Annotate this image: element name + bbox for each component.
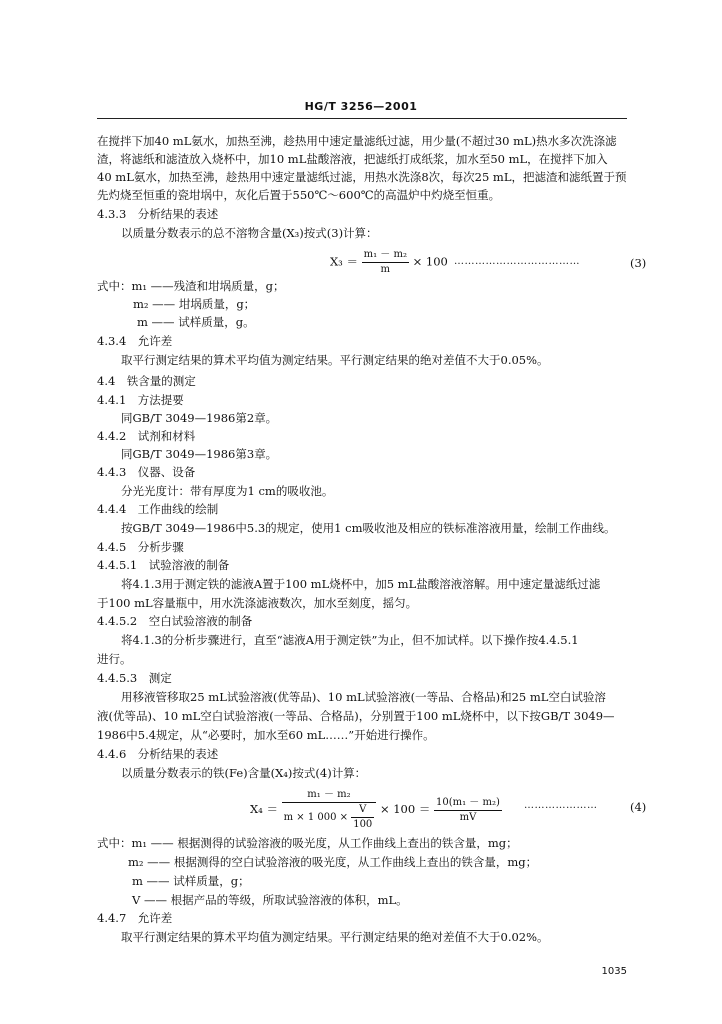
fraction-denominator [282,803,377,832]
leader-dots: ……………………………… [454,256,580,267]
page-header: HG/T 3256—2001 [304,100,418,113]
body-text-line: 40 mL氨水，加热至沸，趁热用中速定量滤纸过滤，用热水洗涤8次，每次25 mL，把滤渣和滤纸置于预 [97,170,627,184]
section-heading: 4.4.5 分析步骤 [97,540,184,554]
formula-3 [330,248,448,277]
page-number: 1035 [601,966,627,977]
formula-lhs: X₃ ＝ [330,254,358,269]
inner-fraction [351,803,374,832]
section-heading: 4.4.1 方法提要 [97,393,184,407]
section-heading: 4.3.4 允许差 [97,334,173,348]
body-text-line: 1986中5.4规定，从“必要时，加水至60 mL……”开始进行操作。 [97,728,435,742]
body-text-line: 将4.1.3的分析步骤进行，直至“滤液A用于测定铁”为止，但不加试样。以下操作按4.4.5.1 [121,633,579,647]
body-text-line: 同GB/T 3049—1986第2章。 [121,411,278,425]
where-line: 式中：m₁ —— 根据测得的试验溶液的吸光度，从工作曲线上查出的铁含量，mg； [97,836,518,850]
section-heading: 4.4.5.1 试验溶液的制备 [97,558,230,572]
section-heading: 4.4 铁含量的测定 [97,374,196,388]
inner-numerator: V [351,803,374,818]
body-text-line: 用移液管移取25 mL试验溶液(优等品)、10 mL试验溶液(一等品、合格品)和25 mL空白试验溶 [121,690,606,704]
formula-fraction [362,248,409,277]
where-line: m —— 试样质量，g； [132,874,250,888]
leader-dots: ………………… [524,800,598,811]
section-heading: 4.4.4 工作曲线的绘制 [97,502,219,516]
body-text-line: 取平行测定结果的算术平均值为测定结果。平行测定结果的绝对差值不大于0.02%。 [121,930,549,944]
section-heading: 4.4.3 仪器、设备 [97,465,196,479]
where-line: m —— 试样质量，g。 [137,315,255,329]
body-text-line: 将4.1.3用于测定铁的滤液A置于100 mL烧杯中，加5 mL盐酸溶液溶解。用中速定量滤纸过滤 [121,577,601,591]
formula-fraction [434,796,502,825]
section-heading: 4.4.2 试剂和材料 [97,429,196,443]
formula-4 [250,788,502,832]
body-text-line: 按GB/T 3049—1986中5.3的规定，使用1 cm吸收池及相应的铁标准溶液用量，绘制工作曲线。 [121,521,616,535]
fraction-denominator: mV [459,811,477,823]
body-text-line: 以质量分数表示的总不溶物含量(X₃)按式(3)计算： [121,226,378,240]
formula-rhs: × 100 [412,254,448,269]
fraction-denominator: m [380,264,391,275]
inner-denominator: 100 [353,819,373,830]
fraction-numerator: 10(m₁ － m₂) [434,796,502,811]
where-line: 式中：m₁ ——残渣和坩埚质量，g； [97,279,285,293]
section-heading: 4.4.5.2 空白试验溶液的制备 [97,614,253,628]
body-text-line: 于100 mL容量瓶中，用水洗涤滤液数次，加水至刻度，摇匀。 [97,596,418,610]
formula-number: (4) [630,800,647,814]
where-line: m₂ —— 坩埚质量，g； [133,297,256,311]
body-text-line: 在搅拌下加40 mL氨水，加热至沸，趁热用中速定量滤纸过滤，用少量(不超过30 mL)热水多次洗涤滤 [97,134,617,148]
fraction-numerator: m₁ － m₂ [282,788,377,803]
formula-number: (3) [630,256,647,270]
body-text-line: 液(优等品)、10 mL空白试验溶液(一等品、合格品)，分别置于100 mL烧杯中，以下按GB/T 3049— [97,709,615,723]
formula-lhs: X₄ ＝ [250,802,278,816]
formula-fraction [282,788,377,832]
body-text-line: 分光光度计：带有厚度为1 cm的吸收池。 [121,484,334,498]
section-heading: 4.4.7 允许差 [97,911,173,925]
body-text-line: 以质量分数表示的铁(Fe)含量(X₄)按式(4)计算： [121,766,367,780]
fraction-numerator: m₁ － m₂ [362,248,409,263]
section-heading: 4.3.3 分析结果的表述 [97,207,219,221]
where-line: m₂ —— 根据测得的空白试验溶液的吸光度，从工作曲线上查出的铁含量，mg； [128,855,538,869]
body-text-line: 渣，将滤纸和滤渣放入烧杯中，加10 mL盐酸溶液，把滤纸打成纸浆，加水至50 mL，在搅拌下加入 [97,152,608,166]
section-heading: 4.4.5.3 测定 [97,671,172,685]
formula-mid: × 100 ＝ [379,802,431,816]
section-heading: 4.4.6 分析结果的表述 [97,747,219,761]
denominator-text: m × 1 000 × [283,812,349,823]
body-text-line: 先灼烧至恒重的瓷坩埚中，灰化后置于550℃～600℃的高温炉中灼烧至恒重。 [97,188,501,202]
body-text-line: 同GB/T 3049—1986第3章。 [121,447,278,461]
header-rule [97,118,627,119]
body-text-line: 进行。 [97,652,132,666]
body-text-line: 取平行测定结果的算术平均值为测定结果。平行测定结果的绝对差值不大于0.05%。 [121,353,549,367]
where-line: V —— 根据产品的等级，所取试验溶液的体积，mL。 [132,893,408,907]
